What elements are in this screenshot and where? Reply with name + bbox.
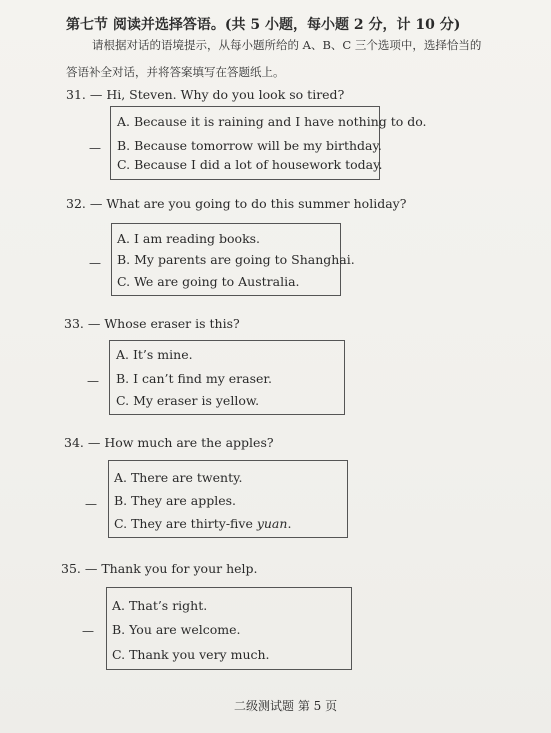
option-34-c-text: C. They are thirty-five: [114, 516, 257, 531]
page-footer: 二级测试题 第 5 页: [234, 699, 338, 713]
option-32-a: A. I am reading books.: [117, 231, 261, 246]
section-score: (共 5 小题，每小题 2 分，计 10 分): [224, 17, 461, 33]
option-34-a: A. There are twenty.: [114, 470, 243, 485]
option-31-a: A. Because it is raining and I have nothing to do.: [117, 114, 427, 129]
option-35-b: B. You are welcome.: [112, 622, 241, 637]
question-31: 31. — Hi, Steven. Why do you look so tired?: [66, 87, 345, 102]
answer-blank-35: —: [82, 624, 94, 638]
option-34-c: [114, 516, 291, 531]
option-34-b: B. They are apples.: [114, 493, 236, 508]
question-32: 32. — What are you going to do this summer holiday?: [66, 196, 407, 211]
option-31-c: C. Because I did a lot of housework today.: [117, 157, 383, 172]
option-35-c: C. Thank you very much.: [112, 647, 270, 662]
section-title: [66, 14, 460, 34]
option-31-b: B. Because tomorrow will be my birthday.: [117, 138, 382, 153]
option-32-b: B. My parents are going to Shanghai.: [117, 252, 355, 267]
answer-blank-34: —: [85, 497, 97, 511]
question-34: 34. — How much are the apples?: [64, 435, 274, 450]
question-35: 35. — Thank you for your help.: [61, 561, 258, 576]
option-33-b: B. I can’t find my eraser.: [116, 371, 272, 386]
answer-blank-33: —: [87, 374, 99, 388]
option-35-a: A. That’s right.: [112, 598, 208, 613]
instruction-line-2: 答语补全对话，并将答案填写在答题纸上。: [66, 65, 285, 79]
option-34-c-period: .: [287, 516, 292, 531]
answer-blank-32: —: [89, 256, 101, 270]
answer-blank-31: —: [89, 141, 101, 155]
question-33: 33. — Whose eraser is this?: [64, 316, 240, 331]
section-title-text: 第七节 阅读并选择答语。: [66, 17, 225, 33]
option-33-a: A. It’s mine.: [116, 347, 193, 362]
instruction-line-1: 请根据对话的语境提示，从每小题所给的 A、B、C 三个选项中，选择恰当的: [92, 38, 482, 52]
option-34-c-unit: yuan: [256, 516, 288, 531]
option-32-c: C. We are going to Australia.: [117, 274, 300, 289]
option-33-c: C. My eraser is yellow.: [116, 393, 260, 408]
